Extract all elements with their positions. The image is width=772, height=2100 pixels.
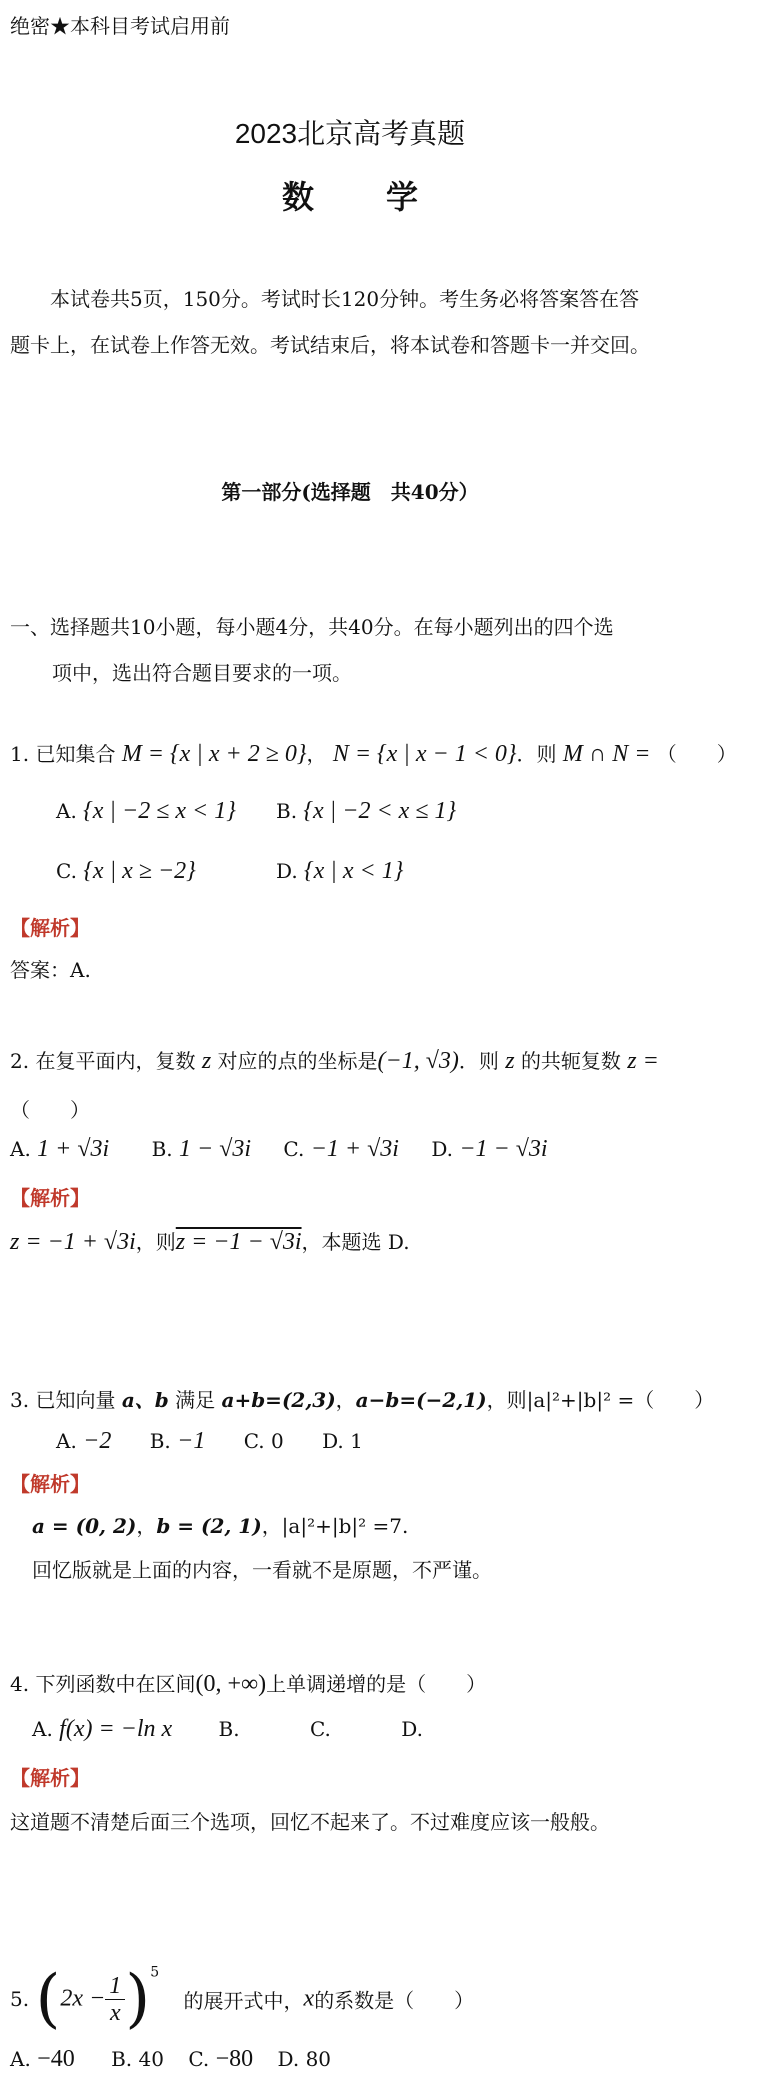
question-3-stem: 3. 已知向量 a、b 满足 a+b=(2,3)，a−b=(−2,1)，则|a|²+|b|² =（ ） (10, 1388, 715, 1412)
q1-set-m: M = {x | x + 2 ≥ 0} (121, 741, 307, 767)
q2-blank: （ ） (10, 1098, 90, 1122)
q4-option-a: A. f(x) = −ln x (32, 1716, 173, 1742)
instructions (10, 276, 690, 368)
question-4-stem: 4. 下列函数中在区间(0, +∞)上单调递增的是（ ） (10, 1671, 487, 1697)
q1-option-c: C. {x | x ≥ −2} (56, 858, 196, 884)
q4-analysis-label: 【解析】 (10, 1766, 90, 1790)
q3-solution: a = (0, 2)，b = (2, 1)，|a|²+|b|² =7. (32, 1514, 409, 1538)
q3-option-c: C. 0 (243, 1429, 284, 1453)
q1-set-n: N = {x | x − 1 < 0} (332, 741, 517, 767)
q5-options (10, 2046, 331, 2073)
instructions-line-1: 本试卷共5页，150分。考试时长120分钟。考生务必将答案答在答 (50, 287, 640, 311)
q2-option-a: A. 1 + √3i (10, 1136, 110, 1162)
section-line-2: 项中，选出符合题目要求的一项。 (52, 661, 352, 685)
q2-analysis-label: 【解析】 (10, 1186, 90, 1210)
q2-options (10, 1136, 548, 1163)
q3-analysis-label: 【解析】 (10, 1472, 90, 1496)
subject-title: 数学 (281, 178, 490, 216)
q1-blank: （ ） (656, 742, 737, 766)
question-2-stem: 2. 在复平面内，复数 z 对应的点的坐标是(−1, √3)．则 z 的共轭复数 z = (10, 1048, 659, 1074)
q1-answer: 答案：A. (10, 958, 91, 982)
q4-options (32, 1716, 423, 1743)
q4-option-d: D. (401, 1717, 423, 1741)
q5-fraction: $\frac{1}{x}$ (105, 1973, 125, 2026)
q1-expr: M ∩ N = (562, 741, 651, 767)
question-5-stem: 5. (2x − $\frac{1}{x}$ )$^5$ 的展开式中，x的系数是（ ） (10, 1962, 475, 2036)
q1-option-a: A. {x | −2 ≤ x < 1} (56, 798, 236, 824)
q1-then: ．则 (516, 742, 557, 766)
q3-option-b: B. −1 (149, 1428, 206, 1454)
question-1-stem: 1. 已知集合 M = {x | x + 2 ≥ 0}， N = {x | x − 1 < 0}．则 M ∩ N = （ ） (10, 741, 737, 767)
q3-note: 回忆版就是上面的内容，一看就不是原题，不严谨。 (32, 1558, 492, 1582)
q2-option-c: C. −1 + √3i (283, 1136, 399, 1162)
q5-option-c: C. −80 (188, 2046, 254, 2072)
q3-options (56, 1428, 363, 1455)
q5-option-d: D. 80 (277, 2047, 332, 2071)
instructions-line-2: 题卡上，在试卷上作答无效。考试结束后，将本试卷和答题卡一并交回。 (10, 333, 650, 357)
q2-option-b: B. 1 − √3i (151, 1136, 252, 1162)
q2-solution: z = −1 + √3i，则z = −1 − √3i，本题选 D. (10, 1229, 410, 1255)
q5-option-b: B. 40 (111, 2047, 164, 2071)
q4-option-c: C. (309, 1717, 331, 1741)
q2-option-d: D. −1 − √3i (431, 1136, 548, 1162)
q3-option-a: A. −2 (56, 1428, 112, 1454)
q1-option-d: D. {x | x < 1} (276, 858, 404, 884)
confidential-label: 绝密★本科目考试启用前 (10, 14, 230, 38)
section-one-instructions (10, 604, 690, 696)
q3-option-d: D. 1 (322, 1429, 363, 1453)
q1-analysis-label: 【解析】 (10, 916, 90, 940)
q1-option-b: B. {x | −2 < x ≤ 1} (276, 798, 457, 824)
q4-note: 这道题不清楚后面三个选项，回忆不起来了。不过难度应该一般般。 (10, 1810, 610, 1834)
exam-title: 2023北京高考真题 (234, 118, 466, 149)
q5-option-a: A. −40 (10, 2046, 75, 2072)
part-one-title: 第一部分(选择题 共40分） (221, 480, 479, 504)
q1-prefix: 1. 已知集合 (10, 742, 116, 766)
q4-option-b: B. (218, 1717, 240, 1741)
section-line-1: 一、选择题共10小题，每小题4分，共40分。在每小题列出的四个选 (10, 615, 614, 639)
